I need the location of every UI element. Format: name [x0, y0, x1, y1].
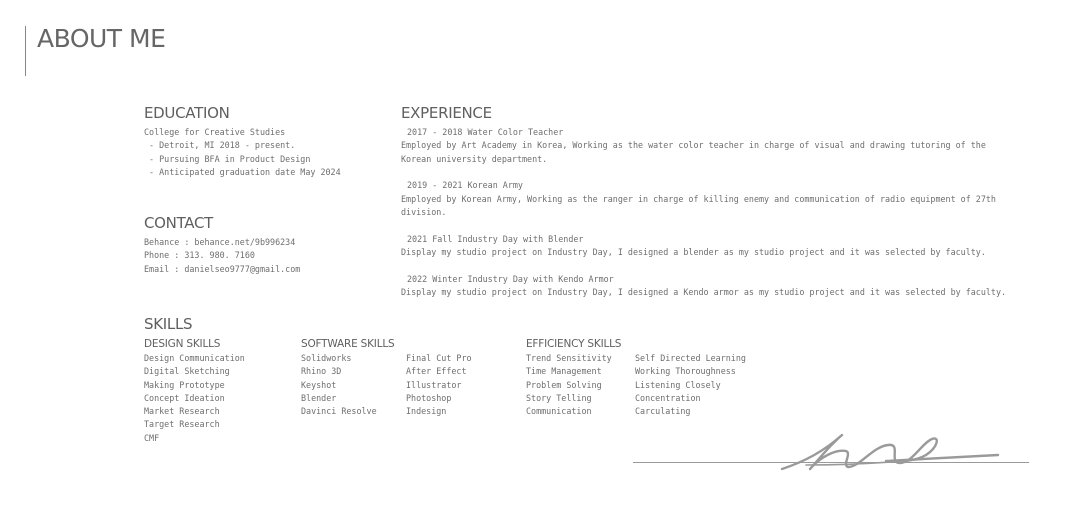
experience-block: [401, 126, 1013, 313]
design-skills-heading: DESIGN SKILLS: [144, 338, 221, 350]
experience-description: Employed by Korean Army, Working as the ranger in charge of killing enemy and communication of radio equipment of 27th division.: [401, 193, 996, 217]
skill-item: Keyshot: [301, 379, 337, 390]
experience-entry: [401, 233, 1013, 260]
experience-title: 2017 - 2018 Water Color Teacher: [407, 127, 564, 137]
contact-behance: Behance : behance.net/9b996234: [144, 237, 296, 247]
skill-item: Time Management: [526, 366, 602, 377]
skill-item: Listening Closely: [635, 379, 721, 390]
skill-item: Problem Solving: [526, 379, 602, 390]
skill-item: Davinci Resolve: [301, 406, 377, 417]
experience-title: 2019 - 2021 Korean Army: [407, 180, 523, 191]
skill-item: Market Research: [144, 406, 220, 417]
experience-entry: [401, 126, 1013, 166]
skill-item: Rhino 3D: [301, 366, 342, 377]
efficiency-skills-heading: EFFICIENCY SKILLS: [526, 338, 622, 350]
contact-phone: Phone : 313. 980. 7160: [144, 250, 255, 261]
software-skills-list-2: [406, 352, 472, 418]
software-skills-heading: SOFTWARE SKILLS: [301, 338, 395, 350]
skill-item: Working Thoroughness: [635, 366, 736, 377]
skill-item: Communication: [526, 406, 592, 417]
experience-description: Employed by Art Academy in Korea, Working as the water color teacher in charge of visual and drawing tutoring of the Korean university department.: [401, 140, 986, 164]
skill-item: Concept Ideation: [144, 392, 225, 403]
skill-item: Solidworks: [301, 353, 352, 363]
education-line: - Detroit, MI 2018 - present.: [144, 140, 296, 151]
skills-heading: SKILLS: [144, 315, 193, 333]
education-line: - Pursuing BFA in Product Design: [144, 153, 311, 164]
experience-entry: [401, 179, 1013, 219]
experience-title: 2021 Fall Industry Day with Blender: [407, 233, 584, 244]
skill-item: Indesign: [406, 406, 447, 417]
efficiency-skills-list-1: [526, 352, 612, 418]
skill-item: Self Directed Learning: [635, 353, 746, 363]
skill-item: Making Prototype: [144, 379, 225, 390]
skill-item: Concentration: [635, 392, 701, 403]
software-skills-list-1: [301, 352, 377, 418]
skill-item: Photoshop: [406, 392, 452, 403]
contact-email: Email : danielseo9777@gmail.com: [144, 263, 301, 274]
experience-description: Display my studio project on Industry Day, I designed a blender as my studio project and it was selected by faculty.: [401, 247, 986, 258]
design-skills-list: [144, 352, 245, 445]
skill-item: Carculating: [635, 406, 691, 417]
skill-item: Trend Sensitivity: [526, 353, 612, 363]
skill-item: Design Communication: [144, 353, 245, 363]
education-line: College for Creative Studies: [144, 127, 286, 137]
skill-item: Illustrator: [406, 379, 462, 390]
experience-title: 2022 Winter Industry Day with Kendo Armor: [407, 273, 614, 284]
experience-entry: [401, 273, 1013, 300]
signature-icon: [776, 425, 1006, 475]
skill-item: Final Cut Pro: [406, 353, 472, 363]
title-accent-rule: [25, 26, 26, 76]
experience-description: Display my studio project on Industry Day, I designed a Kendo armor as my studio project and it was selected by faculty.: [401, 287, 1007, 298]
skill-item: CMF: [144, 432, 160, 443]
page-title: ABOUT ME: [37, 24, 166, 53]
skill-item: Blender: [301, 392, 337, 403]
skill-item: After Effect: [406, 366, 467, 377]
skill-item: Target Research: [144, 419, 220, 430]
efficiency-skills-list-2: [635, 352, 746, 418]
skill-item: Story Telling: [526, 392, 592, 403]
contact-heading: CONTACT: [144, 214, 214, 232]
education-heading: EDUCATION: [144, 104, 230, 122]
education-block: [144, 126, 341, 179]
experience-heading: EXPERIENCE: [401, 104, 492, 122]
skill-item: Digital Sketching: [144, 366, 230, 377]
education-line: - Anticipated graduation date May 2024: [144, 166, 341, 177]
contact-block: [144, 236, 300, 276]
